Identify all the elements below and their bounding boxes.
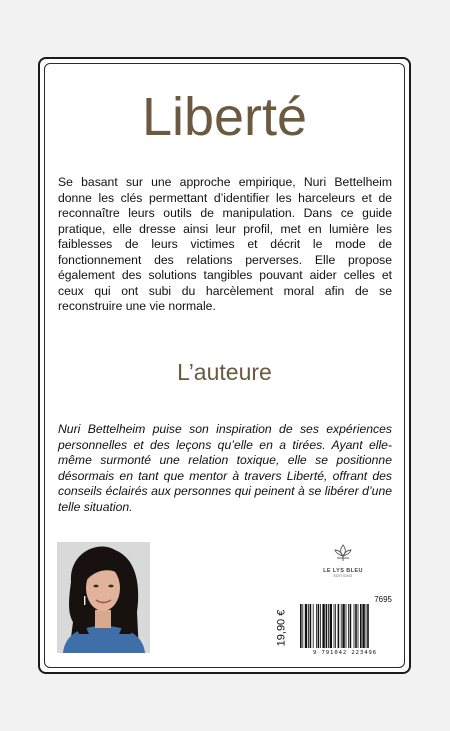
author-photo: [57, 542, 150, 653]
barcode-bar: [358, 604, 359, 648]
barcode-bar: [360, 604, 362, 648]
barcode-bar: [338, 604, 340, 648]
barcode-bar: [328, 604, 329, 648]
barcode-bar: [341, 604, 342, 648]
barcode-bar: [342, 604, 344, 648]
barcode-bar: [350, 604, 352, 648]
barcode-bar: [300, 604, 302, 648]
barcode-digits: 9 791042 223496: [312, 650, 378, 656]
barcode-bar: [310, 604, 312, 648]
publisher-subtitle: ÉDITIONS: [333, 574, 353, 578]
barcode-bar: [330, 604, 332, 648]
price-label: [268, 600, 294, 656]
publisher-name: LE LYS BLEU: [323, 568, 363, 574]
barcode-bar: [366, 604, 367, 648]
barcode-bars: [296, 604, 394, 654]
barcode-bar: [320, 604, 321, 648]
barcode-bar: [313, 604, 314, 648]
barcode-code: 7695: [374, 595, 392, 604]
book-title: Liberté: [141, 87, 308, 147]
book-blurb: Se basant sur une approche empirique, Nuri Bettelheim donne les clés permettant d’identifier les harceleurs et de reconnaître leurs outils de manipulation. Dans ce guide pratique, elle dresse ainsi leur profil, met en lumière les faiblesses de leurs victimes et décrit le mode de fonctionnement des relations perverses. Elle propose également des solutions tangibles pouvant aider celles et ceux qui ont subi du harcèlement moral afin de se reconstruire une vie normale.: [58, 175, 392, 313]
barcode: [296, 596, 394, 656]
publisher-logo: [316, 543, 370, 583]
barcode-bar: [308, 604, 309, 648]
barcode-bar: [362, 604, 364, 648]
barcode-bar: [334, 604, 335, 648]
barcode-bar: [326, 604, 328, 648]
barcode-bar: [367, 604, 369, 648]
barcode-bar: [322, 604, 324, 648]
author-portrait-image: [57, 542, 150, 653]
barcode-bar: [354, 604, 355, 648]
barcode-bar: [305, 604, 307, 648]
barcode-bar: [355, 604, 357, 648]
author-bio: Nuri Bettelheim puise son inspiration de ses expériences personnelles et des leçons qu’elle en a tirées. Ayant elle-même surmonté une relation toxique, elle se positionne désormais en tant que mentor à travers Liberté, offrant des conseils éclairés aux personnes qui peinent à se libérer d’une telle situation.: [58, 422, 392, 514]
barcode-bar: [335, 604, 336, 648]
barcode-bar: [316, 604, 317, 648]
barcode-bar: [348, 604, 349, 648]
price-text: 19,90 €: [275, 609, 288, 647]
lily-flower-icon: [333, 543, 353, 563]
author-heading: L’auteure: [177, 359, 272, 385]
barcode-bar: [346, 604, 347, 648]
barcode-bar: [302, 604, 303, 648]
barcode-bar: [318, 604, 320, 648]
